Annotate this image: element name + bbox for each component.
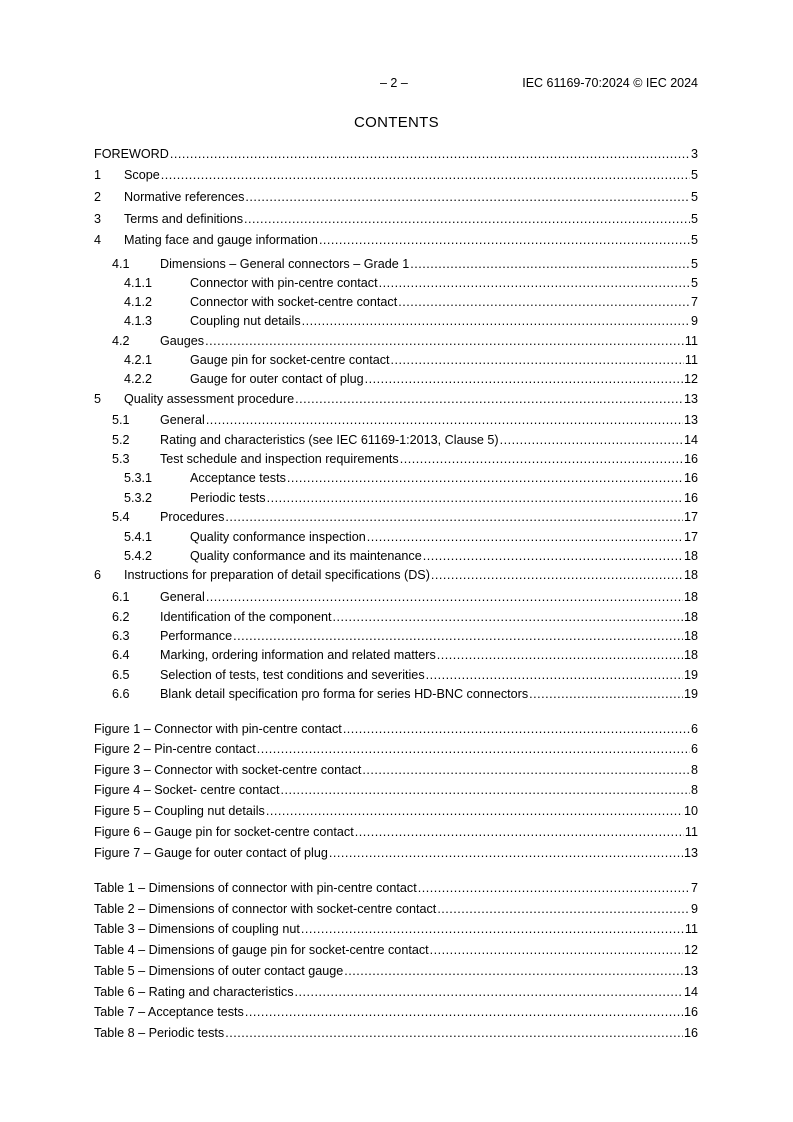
figure-entry[interactable] — [94, 824, 698, 840]
toc-entry-number: 4.2 — [112, 334, 130, 348]
dot-leader — [423, 548, 683, 564]
toc-entry-number: 5 — [94, 392, 102, 406]
toc-entry[interactable] — [94, 211, 698, 227]
page-title: CONTENTS — [354, 114, 439, 131]
toc-entry-title: Test schedule and inspection requirements — [160, 452, 399, 466]
dot-leader — [302, 313, 690, 329]
toc-entry-page: 11 — [684, 334, 698, 348]
toc-entry[interactable] — [94, 275, 698, 291]
dot-leader — [205, 333, 684, 349]
toc-entry-page: 18 — [683, 549, 698, 563]
table-entry[interactable] — [94, 880, 698, 896]
toc-entry-number: 5.2 — [112, 433, 130, 447]
toc-entry-title: Normative references — [124, 190, 245, 204]
toc-entry-number: 6.3 — [112, 629, 130, 643]
toc-entry-page: 8 — [690, 783, 698, 797]
toc-entry-page: 16 — [683, 471, 698, 485]
toc-entry[interactable] — [94, 232, 698, 248]
toc-entry-page: 14 — [683, 985, 698, 999]
toc-entry-title: Figure 5 – Coupling nut details — [94, 804, 265, 818]
toc-entry-page: 16 — [683, 1026, 698, 1040]
toc-entry-page: 12 — [683, 372, 698, 386]
dot-leader — [281, 782, 690, 798]
toc-entry-title: Rating and characteristics (see IEC 61169-1:2013, Clause 5) — [160, 433, 499, 447]
dot-leader — [244, 211, 690, 227]
toc-entry-title: Instructions for preparation of detail specifications (DS) — [124, 568, 430, 582]
toc-entry[interactable] — [94, 470, 698, 486]
figure-entry[interactable] — [94, 741, 698, 757]
toc-entry[interactable] — [94, 256, 698, 272]
dot-leader — [233, 628, 683, 644]
toc-entry-title: Connector with socket-centre contact — [190, 295, 398, 309]
toc-entry-title: Table 7 – Acceptance tests — [94, 1005, 244, 1019]
toc-entry[interactable] — [94, 333, 698, 349]
toc-entry-page: 14 — [683, 433, 698, 447]
toc-entry[interactable] — [94, 509, 698, 525]
toc-entry[interactable] — [94, 371, 698, 387]
dot-leader — [344, 963, 683, 979]
dot-leader — [431, 567, 683, 583]
toc-entry-title: Quality conformance inspection — [190, 530, 366, 544]
toc-entry[interactable] — [94, 391, 698, 407]
toc-entry-title: Table 3 – Dimensions of coupling nut — [94, 922, 300, 936]
dot-leader — [333, 609, 683, 625]
toc-entry-page: 13 — [683, 964, 698, 978]
toc-entry-title: Table 1 – Dimensions of connector with pin-centre contact — [94, 881, 417, 895]
toc-entry-page: 8 — [690, 763, 698, 777]
toc-entry-page: 17 — [683, 510, 698, 524]
toc-entry-number: 2 — [94, 190, 102, 204]
toc-entry-title: Scope — [124, 168, 160, 182]
dot-leader — [362, 762, 690, 778]
toc-entry-page: 19 — [683, 668, 698, 682]
table-entry[interactable] — [94, 963, 698, 979]
toc-entry-number: 4.1.1 — [124, 276, 153, 290]
dot-leader — [161, 167, 690, 183]
toc-entry[interactable] — [94, 146, 698, 162]
toc-entry-page: 10 — [683, 804, 698, 818]
dot-leader — [266, 803, 683, 819]
toc-entry[interactable] — [94, 686, 698, 702]
dot-leader — [267, 490, 683, 506]
dot-leader — [437, 647, 683, 663]
toc-entry-number: 5.3.1 — [124, 471, 153, 485]
dot-leader — [430, 942, 683, 958]
page-number: – 2 – — [380, 76, 408, 90]
toc-entry-page: 9 — [690, 314, 698, 328]
toc-entry-title: Connector with pin-centre contact — [190, 276, 378, 290]
toc-entry-title: Quality conformance and its maintenance — [190, 549, 422, 563]
toc-entry-number: 5.3.2 — [124, 491, 153, 505]
toc-entry[interactable] — [94, 647, 698, 663]
toc-entry[interactable] — [94, 313, 698, 329]
toc-entry-number: 6.2 — [112, 610, 130, 624]
toc-entry-page: 18 — [683, 648, 698, 662]
toc-entry-title: Quality assessment procedure — [124, 392, 295, 406]
toc-entry-page: 3 — [690, 147, 698, 161]
dot-leader — [225, 1025, 683, 1041]
dot-leader — [355, 824, 684, 840]
dot-leader — [170, 146, 690, 162]
dot-leader — [410, 256, 690, 272]
standard-reference: IEC 61169-70:2024 © IEC 2024 — [522, 76, 698, 90]
toc-entry-number: 4.2.1 — [124, 353, 153, 367]
toc-entry-title: General — [160, 413, 205, 427]
toc-entry-page: 6 — [690, 722, 698, 736]
dot-leader — [301, 921, 684, 937]
toc-entry-title: Figure 3 – Connector with socket-centre contact — [94, 763, 362, 777]
toc-entry-number: 4.1.2 — [124, 295, 153, 309]
toc-entry[interactable] — [94, 667, 698, 683]
toc-entry-page: 18 — [683, 568, 698, 582]
toc-entry-number: 4.1.3 — [124, 314, 153, 328]
toc-entry[interactable] — [94, 189, 698, 205]
toc-entry-title: Blank detail specification pro forma for series HD-BNC connectors — [160, 687, 529, 701]
table-entry[interactable] — [94, 1004, 698, 1020]
toc-entry-number: 6.6 — [112, 687, 130, 701]
toc-entry-title: Identification of the component — [160, 610, 332, 624]
dot-leader — [343, 721, 690, 737]
toc-entry[interactable] — [94, 352, 698, 368]
toc-entry-title: Figure 4 – Socket- centre contact — [94, 783, 280, 797]
dot-leader — [379, 275, 690, 291]
dot-leader — [391, 352, 684, 368]
toc-entry-title: Table 6 – Rating and characteristics — [94, 985, 294, 999]
toc-entry-page: 6 — [690, 742, 698, 756]
toc-entry-title: Gauge pin for socket-centre contact — [190, 353, 390, 367]
toc-entry-page: 5 — [690, 168, 698, 182]
figure-entry[interactable] — [94, 782, 698, 798]
toc-entry-title: Table 8 – Periodic tests — [94, 1026, 225, 1040]
toc-entry-page: 16 — [683, 1005, 698, 1019]
dot-leader — [367, 529, 683, 545]
toc-entry-title: FOREWORD — [94, 147, 169, 161]
toc-entry-title: Periodic tests — [190, 491, 266, 505]
toc-entry[interactable] — [94, 609, 698, 625]
toc-entry-page: 18 — [683, 610, 698, 624]
toc-entry[interactable] — [94, 548, 698, 564]
toc-entry-title: Figure 2 – Pin-centre contact — [94, 742, 256, 756]
toc-entry-page: 19 — [683, 687, 698, 701]
dot-leader — [206, 589, 683, 605]
toc-entry-number: 5.4.2 — [124, 549, 153, 563]
table-entry[interactable] — [94, 984, 698, 1000]
toc-entry-page: 16 — [683, 452, 698, 466]
toc-entry-number: 6.1 — [112, 590, 130, 604]
toc-entry-number: 6 — [94, 568, 102, 582]
toc-entry[interactable] — [94, 628, 698, 644]
dot-leader — [319, 232, 690, 248]
toc-entry-page: 13 — [683, 392, 698, 406]
dot-leader — [245, 1004, 683, 1020]
toc-entry-page: 11 — [684, 353, 698, 367]
toc-entry-title: Table 2 – Dimensions of connector with socket-centre contact — [94, 902, 437, 916]
dot-leader — [398, 294, 690, 310]
dot-leader — [437, 901, 690, 917]
dot-leader — [500, 432, 683, 448]
toc-entry-page: 5 — [690, 257, 698, 271]
table-entry[interactable] — [94, 901, 698, 917]
toc-entry-title: Marking, ordering information and related matters — [160, 648, 436, 662]
toc-entry[interactable] — [94, 167, 698, 183]
toc-entry-title: Coupling nut details — [190, 314, 301, 328]
toc-entry-page: 5 — [690, 190, 698, 204]
dot-leader — [418, 880, 690, 896]
dot-leader — [295, 984, 683, 1000]
toc-entry-page: 13 — [683, 846, 698, 860]
figure-entry[interactable] — [94, 721, 698, 737]
dot-leader — [257, 741, 690, 757]
toc-entry-page: 9 — [690, 902, 698, 916]
toc-entry-number: 4 — [94, 233, 102, 247]
toc-entry[interactable] — [94, 294, 698, 310]
toc-entry-page: 16 — [683, 491, 698, 505]
toc-entry-title: Gauge for outer contact of plug — [190, 372, 364, 386]
toc-entry-page: 12 — [683, 943, 698, 957]
toc-entry-title: Procedures — [160, 510, 225, 524]
toc-entry-title: Mating face and gauge information — [124, 233, 318, 247]
toc-entry-number: 6.5 — [112, 668, 130, 682]
toc-entry-title: General — [160, 590, 205, 604]
toc-entry[interactable] — [94, 432, 698, 448]
table-entry[interactable] — [94, 921, 698, 937]
toc-entry-page: 5 — [690, 233, 698, 247]
toc-entry-title: Dimensions – General connectors – Grade 1 — [160, 257, 410, 271]
toc-entry-title: Selection of tests, test conditions and severities — [160, 668, 425, 682]
toc-entry-title: Figure 1 – Connector with pin-centre contact — [94, 722, 342, 736]
dot-leader — [225, 509, 683, 525]
toc-entry-title: Table 4 – Dimensions of gauge pin for socket-centre contact — [94, 943, 429, 957]
toc-entry[interactable] — [94, 412, 698, 428]
figure-entry[interactable] — [94, 845, 698, 861]
toc-entry-title: Table 5 – Dimensions of outer contact gauge — [94, 964, 344, 978]
toc-entry-page: 13 — [683, 413, 698, 427]
toc-entry[interactable] — [94, 451, 698, 467]
dot-leader — [287, 470, 683, 486]
toc-entry-page: 11 — [684, 922, 698, 936]
dot-leader — [206, 412, 683, 428]
figure-entry[interactable] — [94, 762, 698, 778]
toc-entry-number: 5.3 — [112, 452, 130, 466]
toc-entry-page: 18 — [683, 590, 698, 604]
toc-entry[interactable] — [94, 529, 698, 545]
toc-entry-page: 11 — [684, 825, 698, 839]
toc-entry-number: 4.2.2 — [124, 372, 153, 386]
figure-entry[interactable] — [94, 803, 698, 819]
toc-entry-number: 6.4 — [112, 648, 130, 662]
toc-entry-page: 18 — [683, 629, 698, 643]
toc-entry[interactable] — [94, 490, 698, 506]
toc-entry-number: 4.1 — [112, 257, 130, 271]
toc-entry-title: Terms and definitions — [124, 212, 244, 226]
toc-entry-number: 5.4 — [112, 510, 130, 524]
dot-leader — [400, 451, 683, 467]
toc-entry-page: 5 — [690, 212, 698, 226]
toc-entry-page: 7 — [690, 295, 698, 309]
dot-leader — [329, 845, 683, 861]
dot-leader — [245, 189, 690, 205]
dot-leader — [365, 371, 683, 387]
table-entry[interactable] — [94, 1025, 698, 1041]
toc-entry-number: 3 — [94, 212, 102, 226]
toc-entry-number: 1 — [94, 168, 102, 182]
table-entry[interactable] — [94, 942, 698, 958]
toc-entry-title: Performance — [160, 629, 233, 643]
toc-entry-page: 5 — [690, 276, 698, 290]
toc-entry[interactable] — [94, 567, 698, 583]
toc-entry-page: 17 — [683, 530, 698, 544]
dot-leader — [529, 686, 683, 702]
toc-entry-title: Gauges — [160, 334, 205, 348]
toc-entry-page: 7 — [690, 881, 698, 895]
toc-entry-number: 5.4.1 — [124, 530, 153, 544]
toc-entry-title: Acceptance tests — [190, 471, 286, 485]
dot-leader — [295, 391, 683, 407]
dot-leader — [426, 667, 683, 683]
toc-entry[interactable] — [94, 589, 698, 605]
toc-entry-title: Figure 6 – Gauge pin for socket-centre contact — [94, 825, 354, 839]
toc-entry-title: Figure 7 – Gauge for outer contact of plug — [94, 846, 328, 860]
toc-entry-number: 5.1 — [112, 413, 130, 427]
